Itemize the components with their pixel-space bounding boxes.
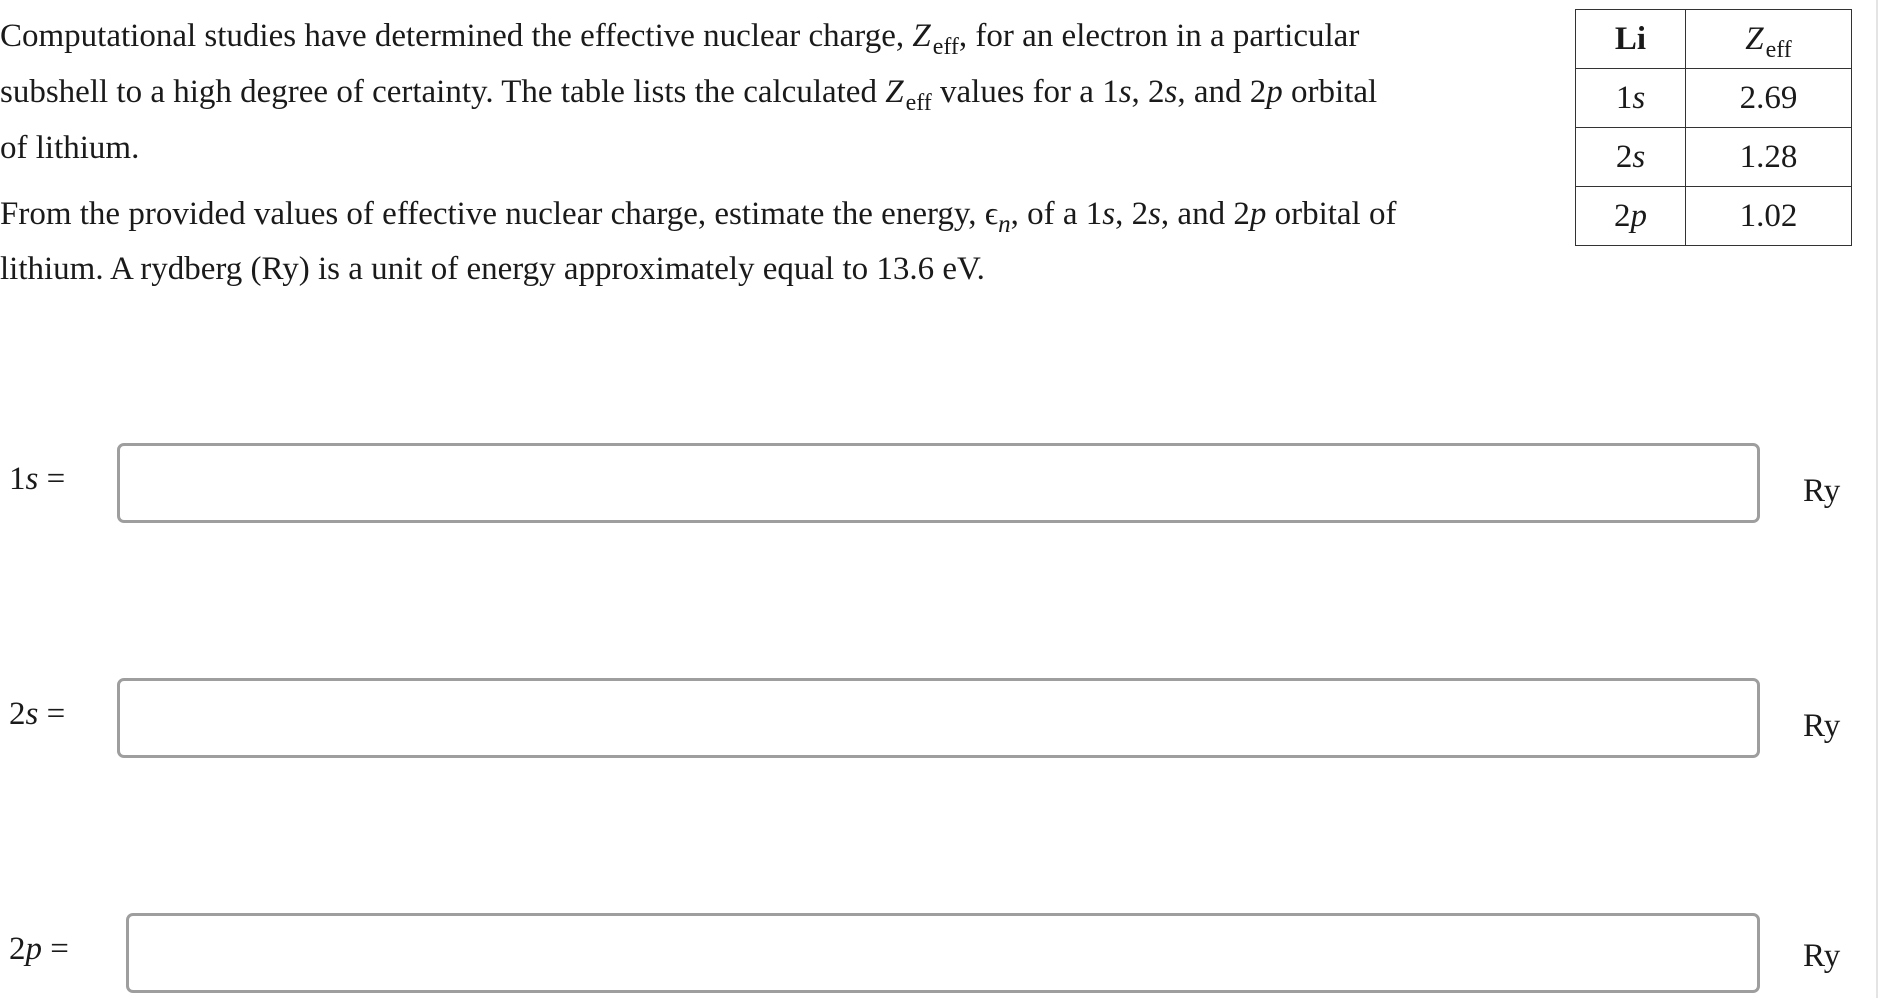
table-header-row (1576, 10, 1852, 69)
orbital-number: 1 (1615, 79, 1633, 116)
intro-text: values for a 1 (931, 74, 1119, 110)
intro-text: , for an electron in a particular (958, 18, 1360, 54)
intro-text: , and 2 (1177, 74, 1267, 110)
table-header-li: Li (1576, 10, 1686, 69)
orbital-letter: s (25, 461, 39, 497)
answer-input-2p[interactable] (126, 913, 1760, 993)
orbital-s: s (1148, 196, 1161, 232)
prompt-text: , 2 (1115, 196, 1149, 232)
table-cell-value: 1.02 (1686, 187, 1852, 246)
table-cell-orbital (1576, 128, 1686, 187)
orbital-letter: s (25, 696, 39, 732)
eff-subscript: eff (905, 90, 932, 116)
orbital-letter: p (1630, 197, 1647, 234)
z-symbol: Z (1745, 20, 1764, 57)
answer-row-2p (0, 913, 1878, 998)
z-symbol: Z (912, 18, 931, 54)
orbital-s: s (1102, 196, 1116, 232)
orbital-p: p (1266, 74, 1283, 110)
table-cell-value: 2.69 (1686, 69, 1852, 128)
prompt-text: From the provided values of effective nuclear charge, estimate the energy, (0, 196, 985, 232)
equals-sign: = (38, 461, 66, 497)
intro-text: Computational studies have determined the effective nuclear charge, (0, 18, 913, 54)
answer-input-1s[interactable] (117, 443, 1760, 523)
orbital-p: p (1249, 196, 1267, 232)
orbital-number: 1 (9, 461, 26, 497)
answer-input-2s[interactable] (117, 678, 1760, 758)
answer-label-2s (9, 696, 65, 733)
table-header-zeff (1686, 10, 1852, 69)
intro-text: orbital (1282, 74, 1378, 110)
zeff-table (1575, 9, 1852, 246)
unit-label-2p: Ry (1803, 938, 1841, 974)
prompt-text: , and 2 (1160, 196, 1250, 232)
answer-row-1s (0, 443, 1878, 529)
answer-label-2p (9, 931, 69, 968)
prompt-text: orbital of (1266, 196, 1397, 232)
n-subscript: n (998, 211, 1011, 238)
answer-row-2s (0, 678, 1878, 764)
intro-text: , 2 (1131, 74, 1165, 110)
orbital-s: s (1164, 74, 1178, 110)
equals-sign: = (42, 931, 69, 967)
answer-label-1s (9, 461, 65, 498)
orbital-letter: s (1632, 138, 1646, 175)
unit-label-1s: Ry (1803, 473, 1841, 509)
orbital-s: s (1118, 74, 1132, 110)
orbital-number: 2 (9, 931, 26, 967)
epsilon-symbol: ϵ (984, 196, 999, 232)
orbital-number: 2 (1615, 138, 1633, 175)
table-cell-orbital (1576, 187, 1686, 246)
table-row (1576, 69, 1852, 128)
prompt-text: , of a 1 (1010, 196, 1103, 232)
orbital-letter: s (1632, 79, 1646, 116)
eff-subscript: eff (1765, 36, 1792, 63)
z-symbol: Z (885, 74, 904, 110)
eff-subscript: eff (932, 34, 959, 60)
table-row (1576, 128, 1852, 187)
intro-text: subshell to a high degree of certainty. The table lists the calculated (0, 74, 886, 110)
table-row (1576, 187, 1852, 246)
equals-sign: = (38, 696, 66, 732)
orbital-number: 2 (9, 696, 26, 732)
table-cell-orbital (1576, 69, 1686, 128)
intro-text: of lithium. (0, 130, 140, 166)
question-intro-paragraph (0, 10, 1377, 175)
question-prompt-paragraph (0, 188, 1396, 296)
unit-label-2s: Ry (1803, 708, 1841, 744)
table-cell-value: 1.28 (1686, 128, 1852, 187)
prompt-text: lithium. A rydberg (Ry) is a unit of energy approximately equal to 13.6 eV. (0, 251, 985, 287)
orbital-letter: p (25, 931, 42, 967)
orbital-number: 2 (1614, 197, 1631, 234)
